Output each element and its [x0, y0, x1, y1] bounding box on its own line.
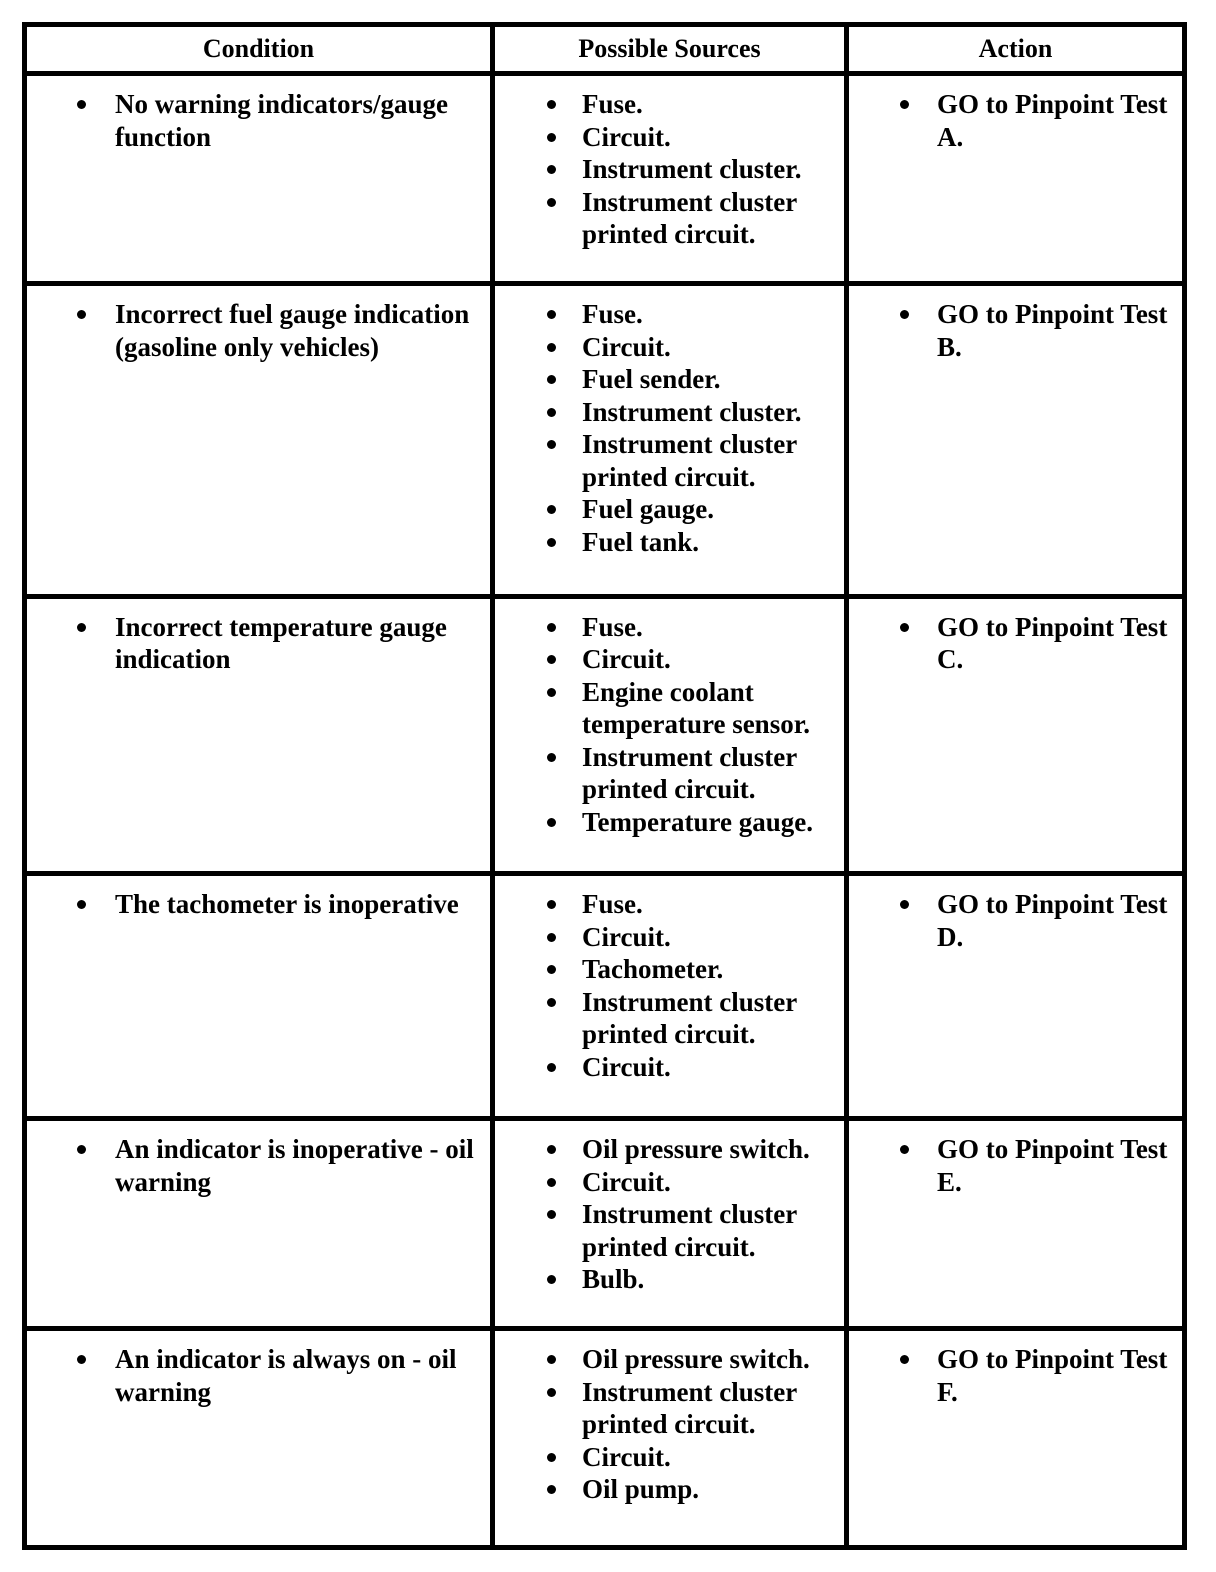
source-item: Instrument cluster printed circuit. [495, 986, 836, 1051]
condition-text: Incorrect temperature gauge indication [27, 611, 482, 676]
source-item: Fuse. [495, 88, 836, 121]
table-row [25, 74, 1185, 284]
source-item: Instrument cluster printed circuit. [495, 1198, 836, 1263]
source-item: Instrument cluster. [495, 153, 836, 186]
source-item: Bulb. [495, 1263, 836, 1296]
source-item: Fuse. [495, 611, 836, 644]
sources-cell [493, 284, 847, 596]
header-action: Action [847, 25, 1185, 74]
action-cell [847, 596, 1185, 874]
source-item: Instrument cluster. [495, 396, 836, 429]
source-item: Circuit. [495, 1051, 836, 1084]
source-item: Circuit. [495, 121, 836, 154]
header-condition: Condition [25, 25, 493, 74]
action-text: GO to Pinpoint Test B. [849, 298, 1174, 363]
source-item: Tachometer. [495, 953, 836, 986]
source-item: Circuit. [495, 331, 836, 364]
source-item: Fuel gauge. [495, 493, 836, 526]
source-item: Fuse. [495, 298, 836, 331]
table-row [25, 1119, 1185, 1329]
table-row [25, 874, 1185, 1119]
source-item: Instrument cluster printed circuit. [495, 741, 836, 806]
sources-cell [493, 1119, 847, 1329]
source-item: Fuel tank. [495, 526, 836, 559]
source-item: Instrument cluster printed circuit. [495, 1376, 836, 1441]
source-item: Temperature gauge. [495, 806, 836, 839]
condition-text: No warning indicators/gauge function [27, 88, 482, 153]
action-cell [847, 1119, 1185, 1329]
header-possible-sources: Possible Sources [493, 25, 847, 74]
sources-cell [493, 874, 847, 1119]
action-cell [847, 74, 1185, 284]
action-cell [847, 284, 1185, 596]
sources-cell [493, 1329, 847, 1548]
source-item: Instrument cluster printed circuit. [495, 186, 836, 251]
condition-text: The tachometer is inoperative [27, 888, 482, 921]
condition-cell [25, 874, 493, 1119]
source-item: Circuit. [495, 1166, 836, 1199]
action-cell [847, 1329, 1185, 1548]
sources-cell [493, 74, 847, 284]
diagnosis-table [22, 22, 1187, 1550]
source-item: Circuit. [495, 1441, 836, 1474]
condition-cell [25, 74, 493, 284]
source-item: Fuel sender. [495, 363, 836, 396]
source-item: Engine coolant temperature sensor. [495, 676, 836, 741]
action-cell [847, 874, 1185, 1119]
source-item: Circuit. [495, 643, 836, 676]
condition-cell [25, 596, 493, 874]
action-text: GO to Pinpoint Test A. [849, 88, 1174, 153]
source-item: Instrument cluster printed circuit. [495, 428, 836, 493]
header-row [25, 25, 1185, 74]
action-text: GO to Pinpoint Test C. [849, 611, 1174, 676]
condition-text: An indicator is always on - oil warning [27, 1343, 482, 1408]
sources-cell [493, 596, 847, 874]
action-text: GO to Pinpoint Test F. [849, 1343, 1174, 1408]
source-item: Circuit. [495, 921, 836, 954]
table-row [25, 596, 1185, 874]
source-item: Oil pressure switch. [495, 1133, 836, 1166]
condition-cell [25, 284, 493, 596]
source-item: Fuse. [495, 888, 836, 921]
condition-text: Incorrect fuel gauge indication (gasoline only vehicles) [27, 298, 482, 363]
action-text: GO to Pinpoint Test E. [849, 1133, 1174, 1198]
source-item: Oil pressure switch. [495, 1343, 836, 1376]
action-text: GO to Pinpoint Test D. [849, 888, 1174, 953]
table-row [25, 1329, 1185, 1548]
condition-cell [25, 1119, 493, 1329]
table-row [25, 284, 1185, 596]
source-item: Oil pump. [495, 1473, 836, 1506]
condition-cell [25, 1329, 493, 1548]
condition-text: An indicator is inoperative - oil warning [27, 1133, 482, 1198]
